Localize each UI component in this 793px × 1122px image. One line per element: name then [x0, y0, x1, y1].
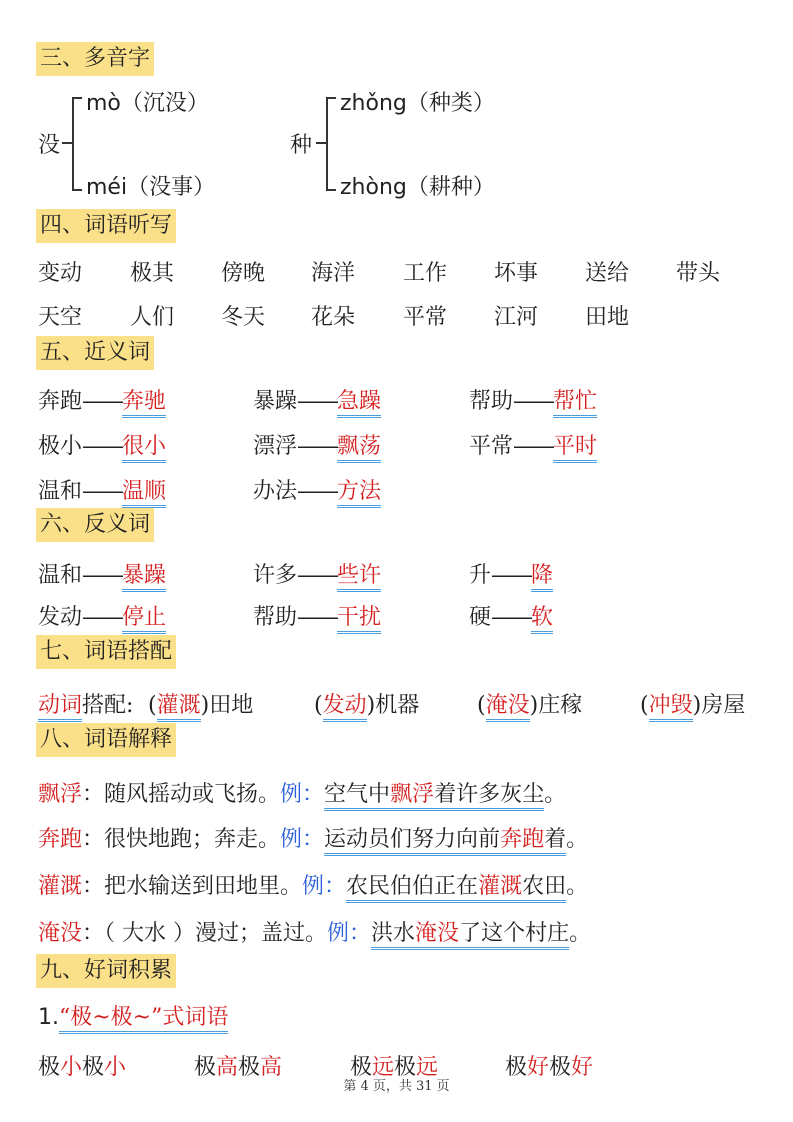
antonym-answer: 停止 [122, 605, 166, 634]
antonym-answer: 些许 [337, 563, 381, 592]
synonym-pair [38, 474, 166, 508]
good-word-prefix: 极 [549, 1055, 572, 1080]
sentence-end: 。 [569, 921, 592, 946]
dictation-word: 傍晚 [221, 261, 266, 286]
sentence-end: 。 [566, 827, 589, 852]
antonym-answer: 降 [531, 563, 553, 592]
good-word-prefix: 极 [194, 1055, 217, 1080]
collocation-item: (淹没)庄稼 [477, 688, 582, 722]
synonym-answer: 帮忙 [553, 389, 597, 418]
section-heading-good-words: 九、好词积累 [36, 954, 176, 988]
example-marker: 例： [302, 874, 347, 899]
synonym-word: 平常 [469, 434, 514, 459]
explanation-term: 飘浮 [38, 782, 83, 807]
antonym-word: 发动 [38, 605, 83, 630]
dictation-word: 海洋 [311, 261, 356, 286]
explanation-term: 淹没 [38, 921, 83, 946]
sentence-end: 。 [566, 874, 589, 899]
section-heading-dictation: 四、词语听写 [36, 209, 176, 243]
synonym-answer: 急躁 [337, 389, 381, 418]
antonym-answer: 干扰 [337, 605, 381, 634]
synonym-answer: 平时 [553, 434, 597, 463]
collocation-item: (灌溉)田地 [148, 688, 253, 722]
dash-separator: —— [297, 434, 338, 459]
good-word-prefix: 极 [238, 1055, 261, 1080]
section-heading-antonyms: 六、反义词 [36, 508, 154, 542]
dash-separator: —— [491, 605, 532, 630]
synonym-answer: 飘荡 [337, 434, 381, 463]
dictation-word: 天空 [38, 305, 83, 330]
good-word-fill: 好 [527, 1055, 550, 1080]
polyphone-char-zhong: 种 [290, 133, 313, 158]
collocation-verb: 灌溉 [157, 693, 201, 722]
dictation-word: 带头 [676, 261, 721, 286]
synonym-word: 极小 [38, 434, 83, 459]
dictation-word: 花朵 [311, 305, 356, 330]
collocation-lead [38, 688, 133, 722]
good-word-prefix: 极 [394, 1055, 417, 1080]
section-heading-synonyms: 五、近义词 [36, 336, 154, 370]
dash-separator: —— [82, 563, 123, 588]
dash-separator: —— [513, 434, 554, 459]
example-text: 空气中 [324, 782, 391, 807]
antonym-word: 帮助 [253, 605, 298, 630]
dash-separator: —— [297, 389, 338, 414]
good-word-fill: 小 [104, 1055, 127, 1080]
dash-separator: —— [297, 479, 338, 504]
explanation-definition: ：随风摇动或飞扬。 [82, 782, 281, 807]
good-words-subtitle [38, 1005, 228, 1034]
polyphone-reading-zhong3: zhǒng（种类） [340, 91, 495, 116]
collocation-noun: 田地 [209, 693, 254, 718]
antonym-pair [469, 600, 553, 634]
section-heading-collocation: 七、词语搭配 [36, 635, 176, 669]
antonym-pair [253, 558, 381, 592]
polyphone-char-mei: 没 [38, 133, 61, 158]
dash-separator: —— [297, 563, 338, 588]
brace-mei [72, 97, 82, 191]
collocation-noun: 房屋 [701, 693, 746, 718]
section-heading-polyphone: 三、多音字 [36, 42, 154, 76]
good-word-prefix: 极 [82, 1055, 105, 1080]
synonym-pair [469, 429, 597, 463]
example-marker: 例： [280, 782, 325, 807]
example-text: 农民伯伯正在 [346, 874, 479, 899]
synonym-pair [469, 384, 597, 418]
good-word-prefix: 极 [350, 1055, 373, 1080]
brace-tick [62, 142, 72, 144]
dictation-word: 田地 [585, 305, 630, 330]
good-word-fill: 好 [571, 1055, 594, 1080]
polyphone-reading-mo: mò（沉没） [86, 91, 209, 116]
dictation-word: 人们 [130, 305, 175, 330]
collocation-noun: 机器 [375, 693, 420, 718]
dictation-word: 江河 [494, 305, 539, 330]
good-words-title: “极~极~”式词语 [59, 1005, 228, 1034]
synonym-answer: 很小 [122, 434, 166, 463]
explanation-row [38, 777, 566, 811]
dash-separator: —— [297, 605, 338, 630]
example-marker: 例： [280, 827, 325, 852]
brace-zhong [326, 97, 336, 191]
synonym-word: 帮助 [469, 389, 514, 414]
example-text: 了这个村庄 [459, 921, 570, 946]
synonym-answer: 温顺 [122, 479, 166, 508]
dash-separator: —— [82, 479, 123, 504]
dictation-word: 工作 [403, 261, 448, 286]
collocation-verb: 淹没 [486, 693, 530, 722]
good-words-number: 1. [38, 1005, 59, 1030]
example-sentence [371, 921, 569, 950]
antonym-word: 硬 [469, 605, 492, 630]
dash-separator: —— [82, 605, 123, 630]
synonym-word: 办法 [253, 479, 298, 504]
dash-separator: —— [513, 389, 554, 414]
antonym-word: 温和 [38, 563, 83, 588]
dictation-word: 送给 [585, 261, 630, 286]
example-text: 运动员们努力向前 [324, 827, 501, 852]
example-highlight: 奔跑 [500, 827, 545, 852]
synonym-pair [253, 429, 381, 463]
brace-tick [316, 142, 326, 144]
dictation-word: 冬天 [221, 305, 266, 330]
synonym-pair [38, 384, 166, 418]
explanation-row [38, 916, 591, 950]
dash-separator: —— [82, 434, 123, 459]
explanation-term: 奔跑 [38, 827, 83, 852]
explanation-term: 灌溉 [38, 874, 83, 899]
synonym-pair [253, 474, 381, 508]
good-word-prefix: 极 [505, 1055, 528, 1080]
synonym-word: 温和 [38, 479, 83, 504]
dictation-word: 变动 [38, 261, 83, 286]
explanation-row [38, 869, 588, 903]
example-highlight: 淹没 [415, 921, 460, 946]
synonym-answer: 方法 [337, 479, 381, 508]
example-text: 着 [544, 827, 567, 852]
collocation-lead-suffix: 搭配: [82, 693, 134, 718]
collocation-verb: 冲毁 [649, 693, 693, 722]
section-heading-explain: 八、词语解释 [36, 723, 176, 757]
synonym-word: 暴躁 [253, 389, 298, 414]
example-sentence [324, 782, 544, 811]
dash-separator: —— [491, 563, 532, 588]
antonym-pair [38, 558, 166, 592]
good-word-fill: 远 [372, 1055, 395, 1080]
example-text: 农田 [522, 874, 567, 899]
antonym-answer: 暴躁 [122, 563, 166, 592]
good-word-fill: 高 [216, 1055, 239, 1080]
antonym-pair [469, 558, 553, 592]
polyphone-reading-mei: méi（没事） [86, 175, 216, 200]
collocation-item: (冲毁)房屋 [640, 688, 745, 722]
synonym-pair [38, 429, 166, 463]
antonym-word: 升 [469, 563, 492, 588]
antonym-word: 许多 [253, 563, 298, 588]
example-sentence [324, 827, 566, 856]
synonym-word: 漂浮 [253, 434, 298, 459]
collocation-noun: 庄稼 [538, 693, 583, 718]
good-word-fill: 高 [260, 1055, 283, 1080]
polyphone-reading-zhong4: zhòng（耕种） [340, 175, 495, 200]
good-word-fill: 小 [60, 1055, 83, 1080]
example-text: 洪水 [371, 921, 416, 946]
explanation-definition: ：把水输送到田地里。 [82, 874, 303, 899]
explanation-row [38, 822, 588, 856]
good-word-fill: 远 [416, 1055, 439, 1080]
example-sentence [346, 874, 566, 903]
synonym-word: 奔跑 [38, 389, 83, 414]
sentence-end: 。 [544, 782, 567, 807]
collocation-verb: 发动 [323, 693, 367, 722]
example-highlight: 灌溉 [478, 874, 523, 899]
collocation-lead-word: 动词 [38, 693, 82, 722]
page-footer: 第 4 页，共 31 页 [343, 1079, 450, 1094]
example-highlight: 飘浮 [390, 782, 435, 807]
good-word-prefix: 极 [38, 1055, 61, 1080]
example-text: 着许多灰尘 [434, 782, 545, 807]
collocation-item: (发动)机器 [314, 688, 419, 722]
dash-separator: —— [82, 389, 123, 414]
antonym-pair [38, 600, 166, 634]
dictation-word: 坏事 [494, 261, 539, 286]
dictation-word: 平常 [403, 305, 448, 330]
example-marker: 例： [327, 921, 372, 946]
antonym-answer: 软 [531, 605, 553, 634]
dictation-word: 极其 [130, 261, 175, 286]
antonym-pair [253, 600, 381, 634]
synonym-answer: 奔驰 [122, 389, 166, 418]
explanation-definition: ：（ 大水 ）漫过；盖过。 [82, 921, 328, 946]
synonym-pair [253, 384, 381, 418]
explanation-definition: ：很快地跑；奔走。 [82, 827, 281, 852]
